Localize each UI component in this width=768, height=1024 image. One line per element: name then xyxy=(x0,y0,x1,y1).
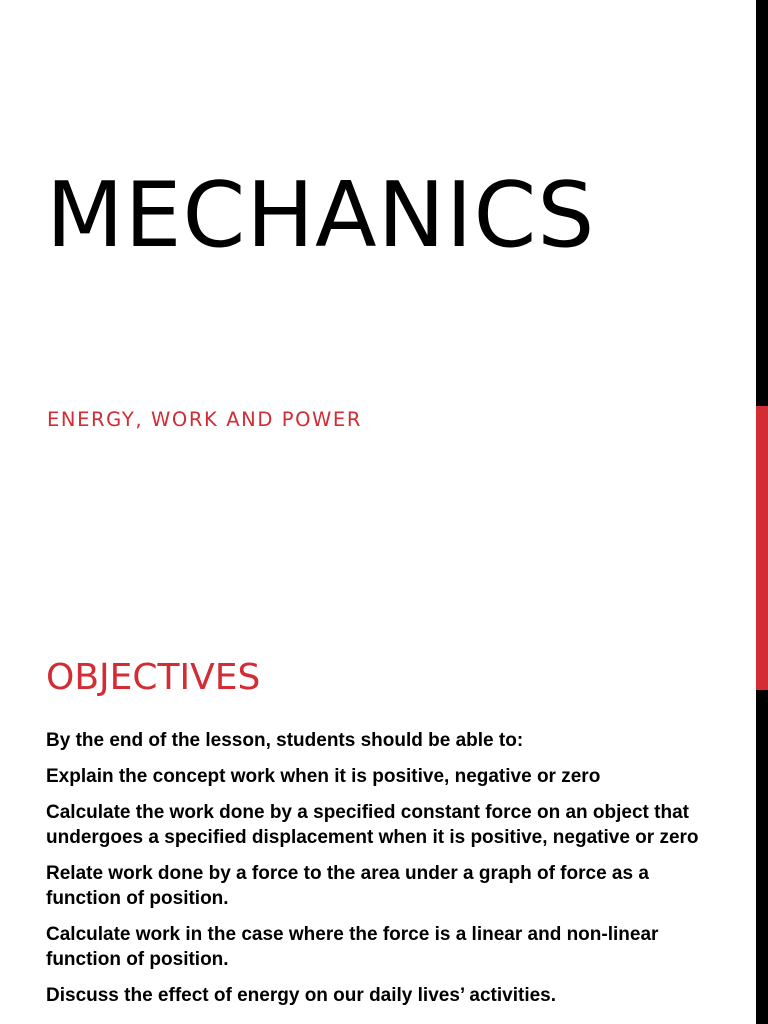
objective-item: By the end of the lesson, students should be able to: xyxy=(46,730,524,751)
objectives-heading: OBJECTIVES xyxy=(46,657,261,698)
objectives-slide xyxy=(0,620,768,1024)
objective-item: Relate work done by a force to the area under a graph of force as a function of position. xyxy=(46,863,649,909)
objective-item: Calculate the work done by a specified constant force on an object that undergoes a specified displacement when it is positive, negative or zero xyxy=(46,802,699,848)
objective-item: Discuss the effect of energy on our daily lives’ activities. xyxy=(46,985,557,1006)
side-accent-bar-red xyxy=(756,620,768,690)
slide-subtitle: ENERGY, WORK AND POWER xyxy=(47,408,362,431)
side-accent-bar-black xyxy=(756,0,768,406)
objective-item: Explain the concept work when it is positive, negative or zero xyxy=(46,766,601,787)
objective-item: Calculate work in the case where the force is a linear and non-linear function of position. xyxy=(46,924,659,970)
slide-title: MECHANICS xyxy=(46,163,596,268)
side-accent-bar-black xyxy=(756,690,768,1024)
objectives-list xyxy=(46,728,726,1019)
side-accent-bar-red xyxy=(756,406,768,620)
